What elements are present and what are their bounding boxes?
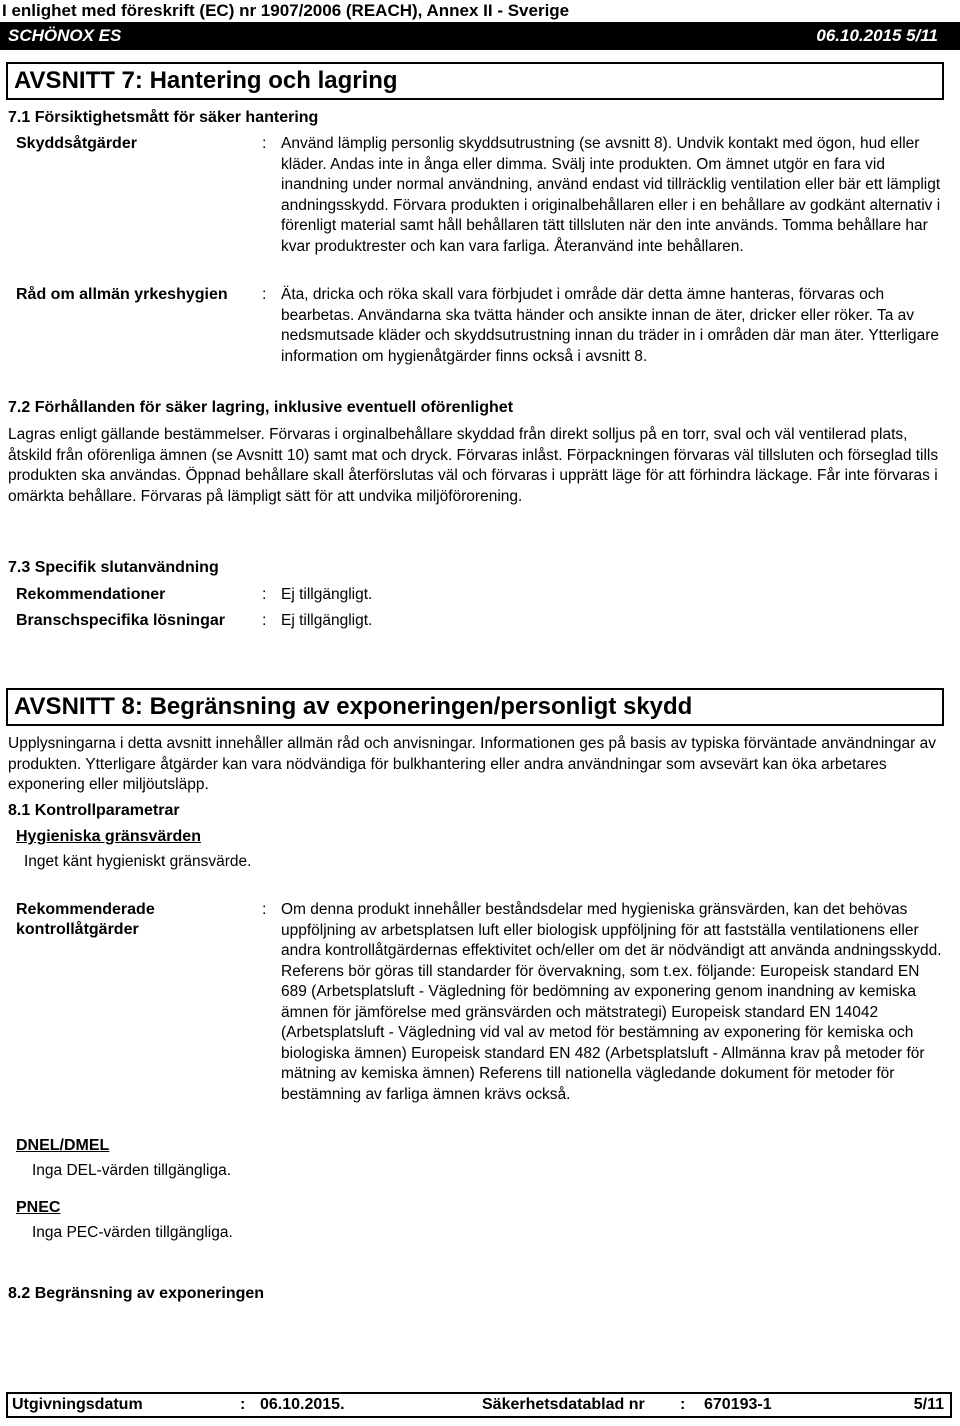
pnec-text: Inga PEC-värden tillgängliga. <box>32 1224 233 1241</box>
footer-page-number: 5/11 <box>913 1396 944 1413</box>
header-date-page: 06.10.2015 5/11 <box>816 26 938 45</box>
skydd-text: Använd lämplig personlig skyddsutrustning (se avsnitt 8). Undvik kontakt med ögon, hud eller kläder. Andas inte in ånga eller dimma. Svälj inte produkten. Om ämnet utgör en fara vid inandning under normal användning, använd endast vid tillräcklig ventilation eller bär ett lämpligt andningsskydd. Förvara produkten i originalbehållaren eller i en behållare av godkänt alternativ i förenligt material samt håll behållaren tätt tillsluten när den inte används. Tomma behållare har kvar produktrester och kan vara farliga. Återanvänd inte behållaren. <box>281 135 941 255</box>
section-8-intro: Upplysningarna i detta avsnitt innehåller allmän råd och anvisningar. Informationen ges på basis av typiska förväntade användningar av produkten. Ytterligare åtgärder kan vara nödvändiga för bulkhantering eller andra användningar som avsevärt kan öka arbetares exponering eller miljöutsläpp. <box>8 735 936 793</box>
page-footer <box>6 1392 952 1418</box>
subsection-8-1: 8.1 Kontrollparametrar <box>8 802 180 819</box>
rek-value: Ej tillgängligt. <box>281 586 373 603</box>
hyg-label: Hygieniska gränsvärden <box>16 828 201 845</box>
rad-label: Råd om allmän yrkeshygien <box>16 286 228 303</box>
subsection-8-2: 8.2 Begränsning av exponeringen <box>8 1285 265 1302</box>
subsection-7-3: 7.3 Specifik slutanvändning <box>8 559 219 576</box>
rad-text: Äta, dricka och röka skall vara förbjudet i område där detta ämne hanteras, förvaras och bearbetas. Användarna ska tvätta händer och ansikte innan de äter, dricker eller röker. Ta av nedsmutsade kläder och skyddsutrustning innan du träder in i områden där man äter. Ytterligare information om hygienåtgärder finns också i avsnitt 8. <box>281 286 939 365</box>
subsection-7-1: 7.1 Försiktighetsmått för säker hantering <box>8 109 319 126</box>
kontroll-colon: : <box>262 901 267 918</box>
sds-number-colon: : <box>680 1396 686 1413</box>
pnec-label: PNEC <box>16 1199 61 1216</box>
bransch-colon: : <box>262 612 267 629</box>
rek-label: Rekommendationer <box>16 586 166 603</box>
document-header <box>0 22 960 50</box>
rek-colon: : <box>262 586 267 603</box>
issue-date-value: 06.10.2015. <box>260 1396 345 1413</box>
kontroll-text: Om denna produkt innehåller beståndsdelar med hygieniska gränsvärden, kan det behövas uppföljning av arbetsplatsen luft eller biologisk uppföljning för att fastställa ventilationens eller andra kontrollåtgärdernas effektivitet och/eller om det är nödvändigt att använda andningsskydd. Referens bör göras till standarder för övervakning, som t.ex. följande: Europeisk standard EN 689 (Arbetsplatsluft - Vägledning för bedömning av exponering genom inandning av kemiska ämnen för jämförelse med gränsvärden och mätstrategi) Europeisk standard EN 14042 (Arbetsplatsluft - Vägledning vid val av metod för bestämning av exponering för kemiska och biologiska ämnen) Europeisk standard EN 482 (Arbetsplatsluft - Allmänna krav på metoder för mätning av kemiska ämnen) Referens till nationella vägledande dokument för metoder för bestämning av farliga ämnen krävs också. <box>281 901 942 1103</box>
sds-number-label: Säkerhetsdatablad nr <box>482 1396 645 1413</box>
product-name: SCHÖNOX ES <box>8 26 122 45</box>
section-8-title: AVSNITT 8: Begränsning av exponeringen/personligt skydd <box>6 688 944 726</box>
subsection-7-2: 7.2 Förhållanden för säker lagring, inklusive eventuell oförenlighet <box>8 399 514 416</box>
hyg-text: Inget känt hygieniskt gränsvärde. <box>24 853 252 870</box>
issue-date-label: Utgivningsdatum <box>12 1396 143 1413</box>
bransch-value: Ej tillgängligt. <box>281 612 373 629</box>
bransch-label: Branschspecifika lösningar <box>16 612 225 629</box>
sds-number-value: 670193-1 <box>704 1396 772 1413</box>
section-7-title: AVSNITT 7: Hantering och lagring <box>6 62 944 100</box>
skydd-colon: : <box>262 135 267 152</box>
rad-colon: : <box>262 286 267 303</box>
issue-date-colon: : <box>240 1396 246 1413</box>
dnel-text: Inga DEL-värden tillgängliga. <box>32 1162 232 1179</box>
skydd-label: Skyddsåtgärder <box>16 135 137 152</box>
regulation-title: I enlighet med föreskrift (EC) nr 1907/2006 (REACH), Annex II - Sverige <box>0 0 960 22</box>
lagring-text: Lagras enligt gällande bestämmelser. Förvaras i orginalbehållare skyddad från direkt solljus på en torr, sval och väl ventilerad plats, åtskild från oförenliga ämnen (se Avsnitt 10) samt mat och dryck. Förvaras inlåst. Förpackningen förvaras väl tillsluten och förseglad tills produkten ska användas. Öppnad behållare skall återförslutas väl och förvaras i upprätt läge för att förhindra läckage. Får inte förvaras i omärkta behållare. Förvaras på lämpligt sätt för att undvika miljöförorening. <box>8 426 939 505</box>
kontroll-label: Rekommenderade kontrollåtgärder <box>16 901 155 938</box>
dnel-label: DNEL/DMEL <box>16 1137 110 1154</box>
